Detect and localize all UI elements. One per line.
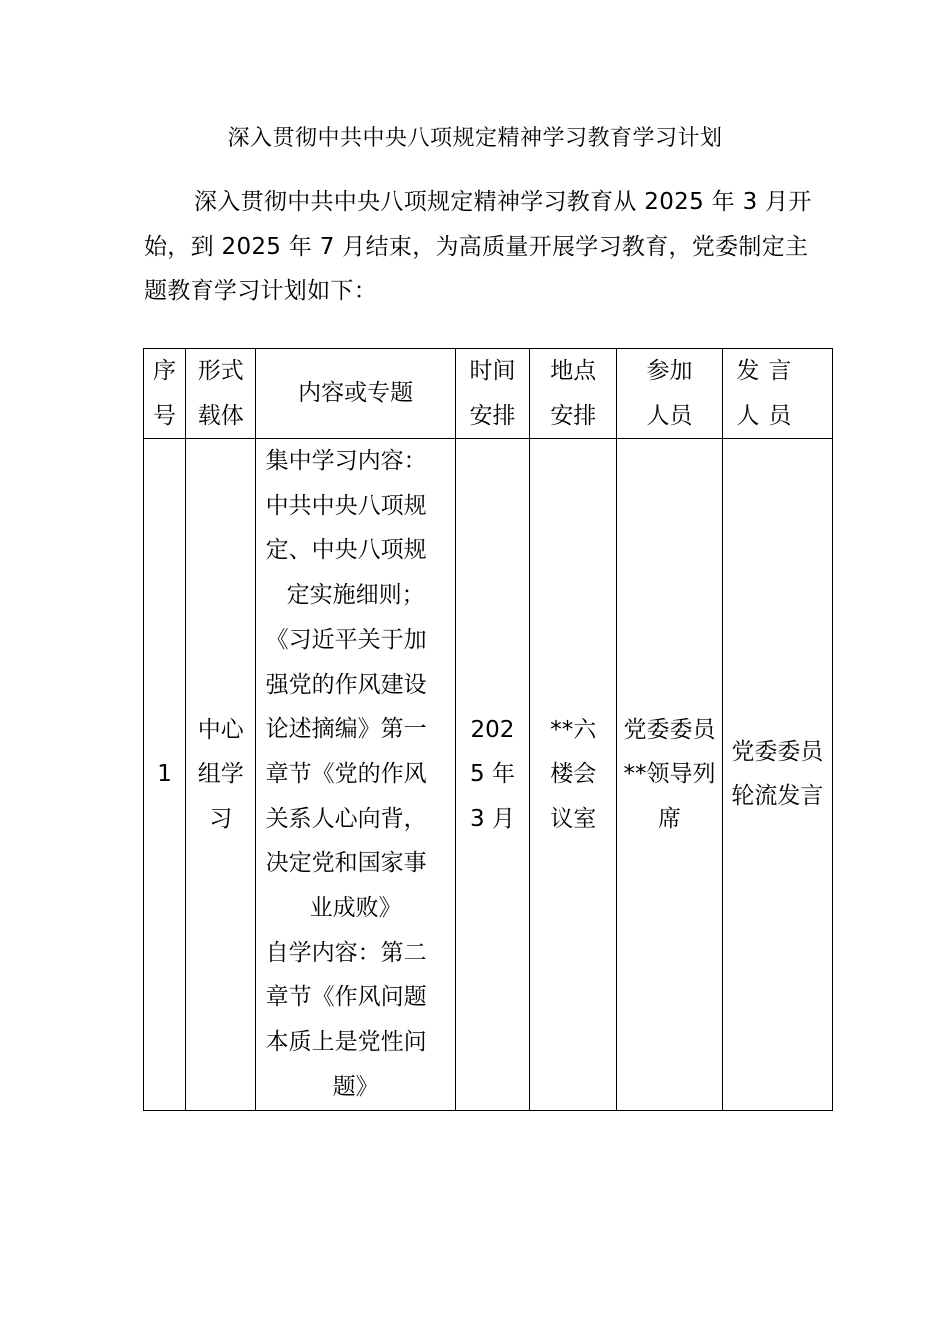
header-form: 形式载体 [186, 349, 256, 439]
cell-participants: 党委委员 **领导列席 [617, 439, 722, 1111]
header-no: 序号 [144, 349, 186, 439]
intro-paragraph: 深入贯彻中共中央八项规定精神学习教育从 2025 年 3 月开始，到 2025 年 7 月结束，为高质量开展学习教育，党委制定主题教育学习计划如下： [144, 189, 812, 304]
cell-content [256, 439, 456, 1111]
cell-no: 1 [144, 439, 186, 1111]
study-plan-table [143, 348, 833, 1111]
content-lines: 集中学习内容： 中共中央八项规 定、中央八项规 定实施细则； 《习近平关于加 强党的作风建设 论述摘编》第一 章节《党的作风 关系人心向背， 决定党和国家事 业成败》 自学内容：第二 章节《作风问题 本质上是党性问 题》 [265, 448, 427, 1100]
table-row [144, 439, 833, 1111]
cell-speakers: 党委委员 轮流发言 [722, 439, 832, 1111]
header-speakers: 发言人员 [722, 349, 832, 439]
header-location: 地点安排 [530, 349, 617, 439]
cell-time: 2025 年 3 月 [455, 439, 529, 1111]
header-content: 内容或专题 [256, 349, 456, 439]
table-header-row [144, 349, 833, 439]
document-title: 深入贯彻中共中央八项规定精神学习教育学习计划 [227, 126, 723, 151]
header-participants: 参加人员 [617, 349, 722, 439]
cell-location: **六楼会议室 [530, 439, 617, 1111]
header-time: 时间安排 [455, 349, 529, 439]
cell-form: 中心组学习 [186, 439, 256, 1111]
